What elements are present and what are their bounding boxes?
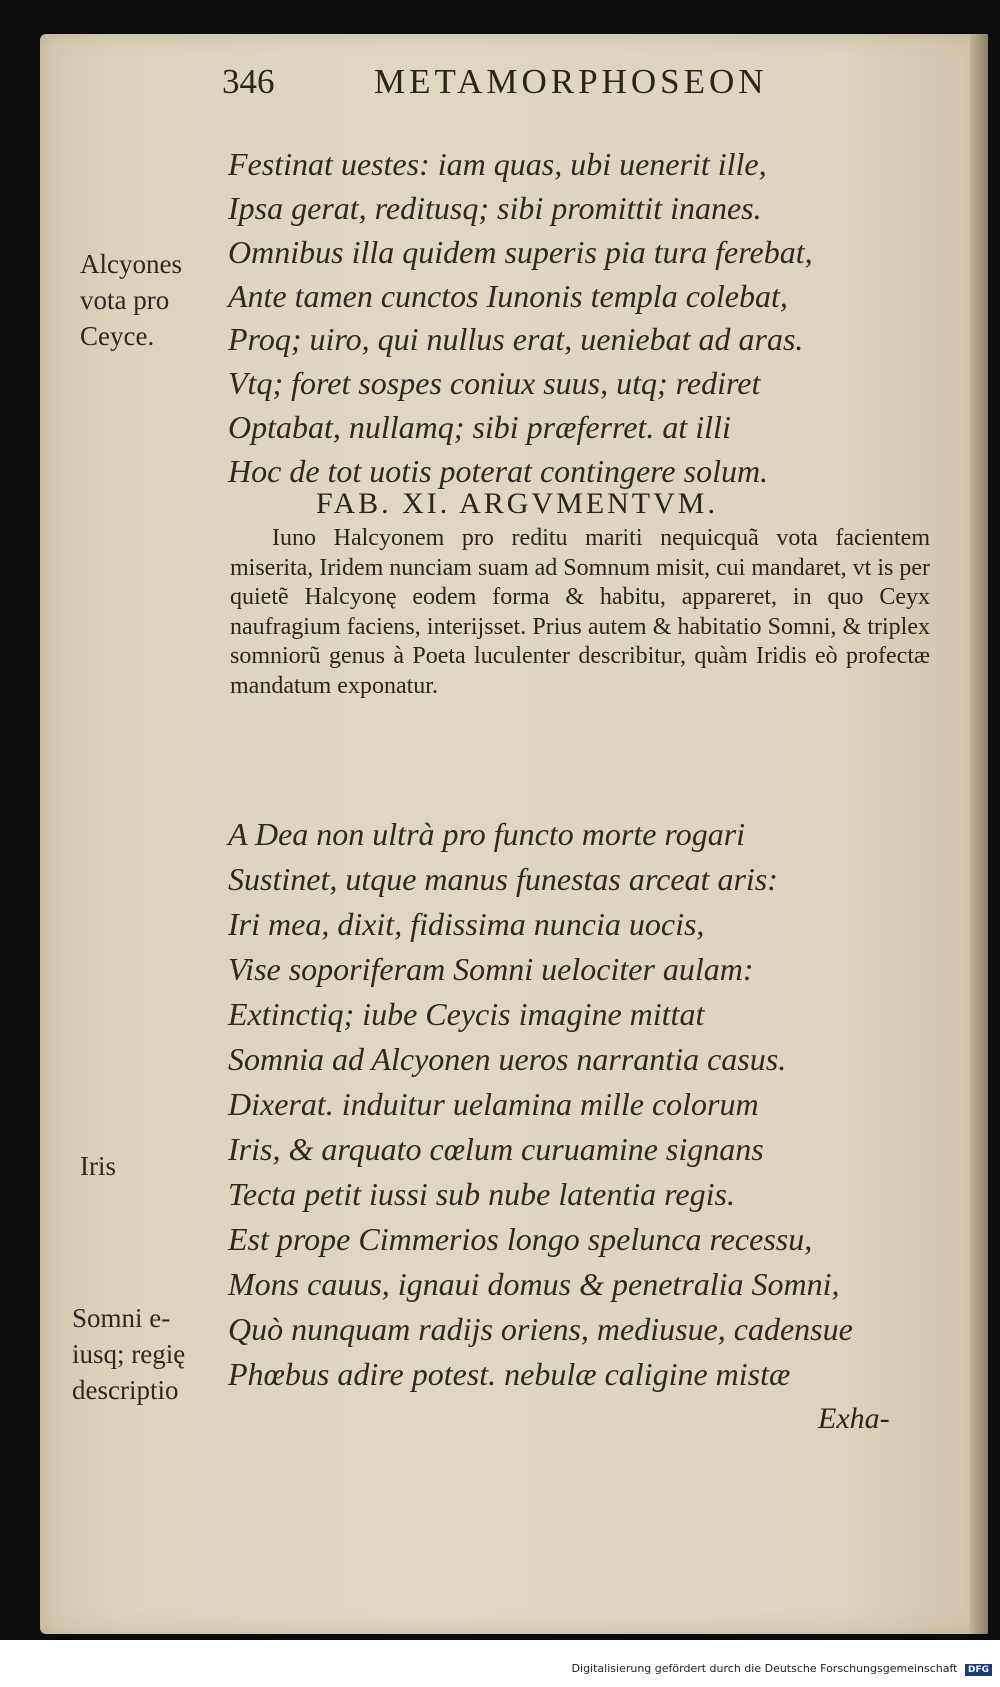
verse-line: Ante tamen cunctos Iunonis templa colebat,	[228, 278, 788, 314]
verse-line: Proq; uiro, qui nullus erat, ueniebat ad aras.	[228, 321, 804, 357]
verse-line: Quò nunquam radijs oriens, mediusue, cadensue	[228, 1311, 853, 1347]
verse-line: Iri mea, dixit, fidissima nuncia uocis,	[228, 906, 705, 942]
verse-line: Phœbus adire potest. nebulæ caligine mistæ	[228, 1356, 791, 1392]
verse-line: Mons cauus, ignaui domus & penetralia Somni,	[228, 1266, 840, 1302]
margin-note-line: Iris	[80, 1151, 116, 1181]
verse-line: Omnibus illa quidem superis pia tura ferebat,	[228, 234, 813, 270]
margin-note-line: Somni e-	[72, 1303, 171, 1333]
page-number: 346	[222, 62, 275, 101]
fable-argument: Iuno Halcyonem pro reditu mariti nequicquã vota facientem miserita, Iridem nunciam suam ad Somnum misit, cui mandaret, vt is per quietẽ Halcyonę eodem forma & habitu, appareret, in quo Ceyx naufragium faciens, interijsset. Prius autem & habitatio Somni, & triplex somniorũ genus à Poeta luculenter describitur, quàm Iridis eò profectæ mandatum exponatur.	[230, 525, 930, 699]
verse-line: Extinctiq; iube Ceycis imagine mittat	[228, 996, 705, 1032]
verse-line: Est prope Cimmerios longo spelunca recessu,	[228, 1221, 813, 1257]
footer-text: Digitalisierung gefördert durch die Deutsche Forschungsgemeinschaft	[571, 1662, 958, 1675]
verse-line: Optabat, nullamq; sibi præferret. at illi	[228, 409, 731, 445]
verse-line: Iris, & arquato cœlum curuamine signans	[228, 1131, 764, 1167]
margin-note-somni	[72, 1300, 252, 1408]
verse-line: Somnia ad Alcyonen ueros narrantia casus.	[228, 1041, 787, 1077]
margin-note-line: descriptio	[72, 1375, 179, 1405]
verse-line: Sustinet, utque manus funestas arceat aris:	[228, 861, 778, 897]
verse-line: Festinat uestes: iam quas, ubi uenerit ille,	[228, 146, 767, 182]
margin-note-line: Alcyones	[80, 249, 182, 279]
dfg-logo-icon: DFG	[965, 1664, 992, 1676]
verse-line: Dixerat. induitur uelamina mille colorum	[228, 1086, 759, 1122]
verse-line: A Dea non ultrà pro functo morte rogari	[228, 816, 746, 852]
fable-title: FAB. XI. ARGVMENTVM.	[316, 487, 718, 520]
verse-line: Ipsa gerat, reditusq; sibi promittit inanes.	[228, 190, 762, 226]
verse-line: Hoc de tot uotis poterat contingere solum.	[228, 453, 769, 489]
page-edge	[970, 34, 988, 1634]
verse-line: Tecta petit iussi sub nube latentia regis.	[228, 1176, 735, 1212]
margin-note-line: Ceyce.	[80, 321, 155, 351]
verse-line: Vtq; foret sospes coniux suus, utq; rediret	[228, 365, 761, 401]
catchword: Exha-	[818, 1402, 890, 1435]
verse-line: Vise soporiferam Somni uelociter aulam:	[228, 951, 754, 987]
margin-note-line: iusq; regię	[72, 1339, 186, 1369]
footer-credit	[572, 1662, 992, 1676]
margin-note-alcyones	[80, 246, 260, 354]
margin-note-line: vota pro	[80, 285, 170, 315]
running-title: METAMORPHOSEON	[374, 62, 768, 101]
page-header	[222, 62, 842, 112]
